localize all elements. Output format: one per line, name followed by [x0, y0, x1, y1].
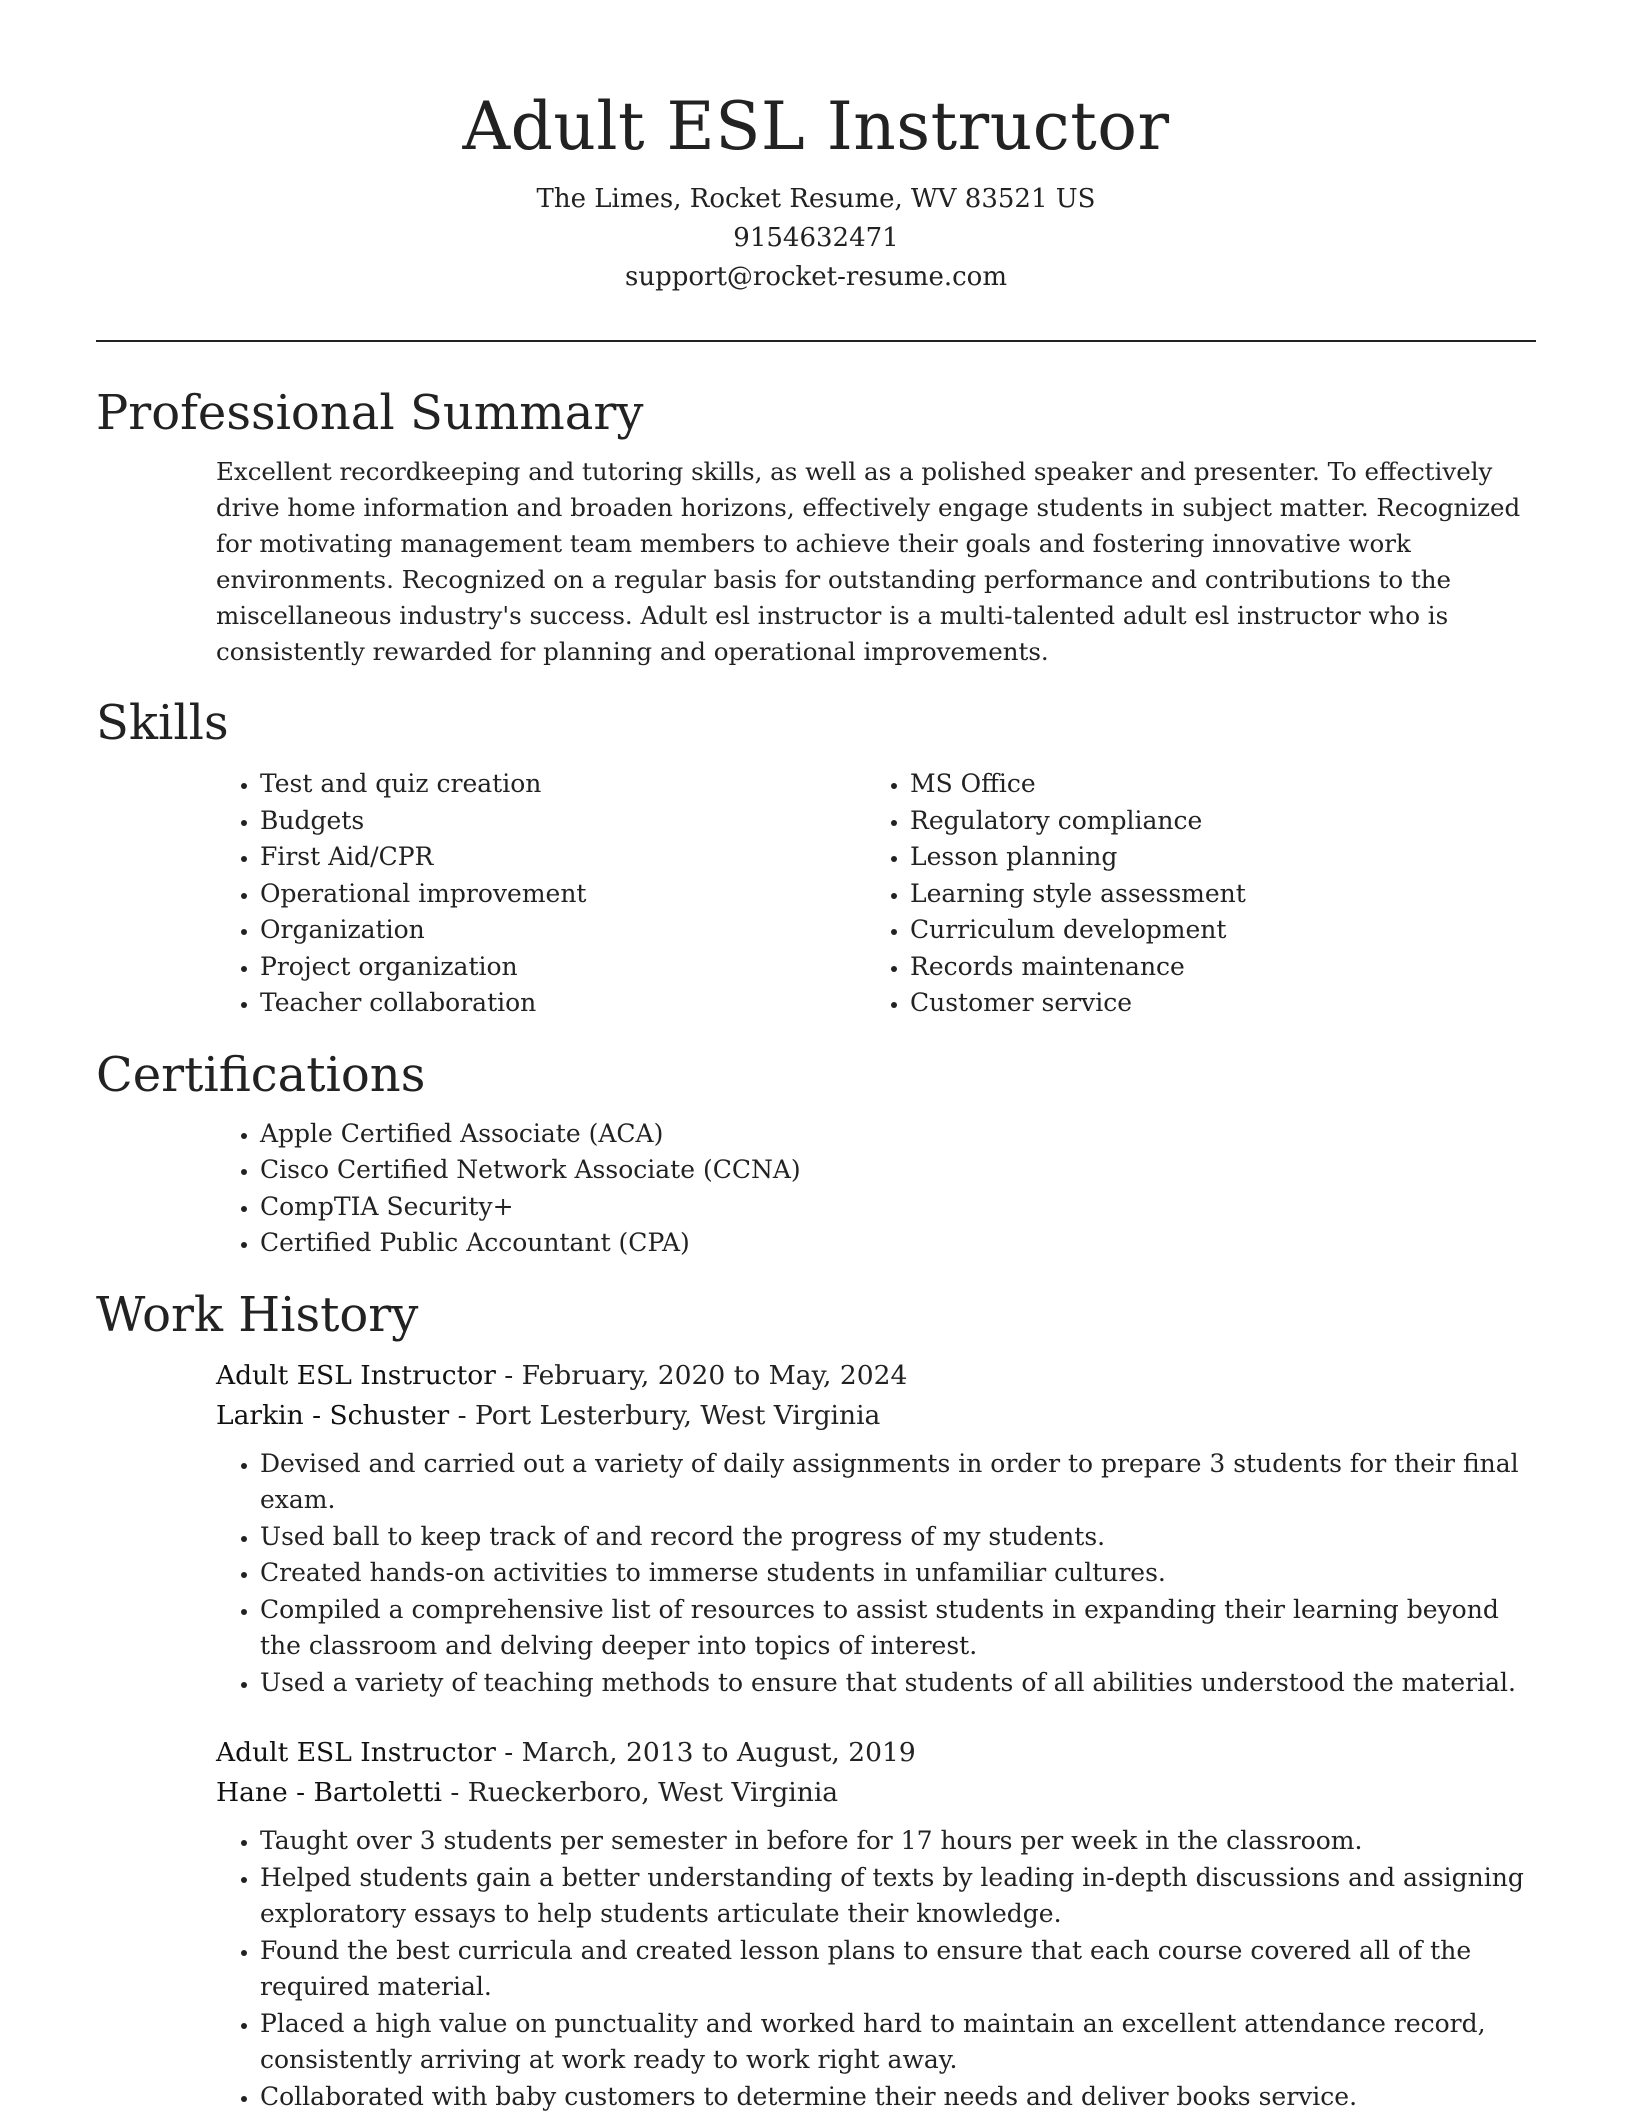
- skill-item: • Regulatory compliance: [910, 803, 1516, 840]
- skills-list: [216, 764, 1536, 1022]
- phone-text: 9154632471: [733, 223, 899, 253]
- job-bullet: • Compiled a comprehensive list of resources to assist students in expanding their learning beyond the classroom and delving deeper into topics of interest.: [260, 1592, 1536, 1665]
- skill-item: • Teacher collaboration: [260, 985, 866, 1022]
- job-bullet: • Used ball to keep track of and record the progress of my students.: [260, 1519, 1536, 1556]
- job-company: Hane - Bartoletti: [216, 1777, 442, 1808]
- work-history-heading: Work History: [96, 1286, 419, 1343]
- certifications-heading: Certifications: [96, 1046, 426, 1103]
- job-bullet: • Created hands-on activities to immerse students in unfamiliar cultures.: [260, 1555, 1536, 1592]
- job-title-line: [216, 1356, 1536, 1396]
- job-entry: [216, 1356, 1536, 1702]
- job-company: Larkin - Schuster: [216, 1399, 450, 1431]
- skills-heading: Skills: [96, 695, 229, 751]
- skills-column-right: [866, 766, 1516, 1022]
- summary-text: Excellent recordkeeping and tutoring skills, as well as a polished speaker and presenter. To effectively drive home information and broaden horizons, effectively engage students in subject matter. Recognized for motivating management team members to achieve their goals and fostering innovative work environments. Recognized on a regular basis for outstanding performance and contributions to the miscellaneous industry's success. Adult esl instructor is a multi-talented adult esl instructor who is consistently rewarded for planning and operational improvements.: [216, 457, 1521, 666]
- certification-item: • Apple Certified Associate (ACA): [260, 1116, 1536, 1153]
- job-company-line: [216, 1396, 1536, 1436]
- job-bullet: • Used a variety of teaching methods to ensure that students of all abilities understood the material.: [260, 1665, 1536, 1702]
- job-bullet: • Taught over 3 students per semester in before for 17 hours per week in the classroom.: [260, 1823, 1536, 1860]
- skill-item: • Customer service: [910, 985, 1516, 1022]
- job-location: - Rueckerboro, West Virginia: [441, 1777, 839, 1808]
- certification-item: • Certified Public Accountant (CPA): [260, 1225, 1536, 1262]
- job-responsibilities: [216, 1446, 1536, 1702]
- skill-item: • Organization: [260, 912, 866, 949]
- skill-item: • First Aid/CPR: [260, 839, 866, 876]
- job-bullet: • Found the best curricula and created lesson plans to ensure that each course covered all of the required material.: [260, 1933, 1536, 2006]
- job-bullet: • Helped students gain a better understanding of texts by leading in-depth discussions and assigning exploratory essays to help students articulate their knowledge.: [260, 1860, 1536, 1933]
- job-bullet: • Placed a high value on punctuality and worked hard to maintain an excellent attendance record, consistently arriving at work ready to work right away.: [260, 2006, 1536, 2079]
- skill-item: • Learning style assessment: [910, 876, 1516, 913]
- certification-item: • CompTIA Security+: [260, 1189, 1536, 1226]
- skill-item: • Operational improvement: [260, 876, 866, 913]
- certification-item: • Cisco Certified Network Associate (CCNA): [260, 1152, 1536, 1189]
- job-bullet: • Collaborated with baby customers to determine their needs and deliver books service.: [260, 2079, 1536, 2116]
- job-dates: - March, 2013 to August, 2019: [495, 1737, 916, 1768]
- skill-item: • Test and quiz creation: [260, 766, 866, 803]
- job-dates: - February, 2020 to May, 2024: [495, 1359, 908, 1391]
- job-location: - Port Lesterbury, West Virginia: [449, 1399, 881, 1431]
- resume-body: [96, 372, 1536, 2115]
- skill-item: • Lesson planning: [910, 839, 1516, 876]
- skill-item: • Records maintenance: [910, 949, 1516, 986]
- skill-item: • Project organization: [260, 949, 866, 986]
- job-title-line: [216, 1733, 1536, 1773]
- address-text: The Limes, Rocket Resume, WV 83521 US: [536, 184, 1096, 214]
- skill-item: • Curriculum development: [910, 912, 1516, 949]
- candidate-name: Adult ESL Instructor: [462, 88, 1170, 165]
- job-responsibilities: [216, 1823, 1536, 2115]
- job-company-line: [216, 1773, 1536, 1813]
- skill-item: • Budgets: [260, 803, 866, 840]
- job-position: Adult ESL Instructor: [216, 1359, 496, 1391]
- job-position: Adult ESL Instructor: [216, 1737, 496, 1768]
- skills-column-left: [216, 766, 866, 1022]
- certifications-list: [260, 1116, 1536, 1262]
- header-divider: [96, 340, 1536, 342]
- email-text: support@rocket-resume.com: [624, 262, 1007, 292]
- job-entry: [216, 1733, 1536, 2115]
- skill-item: • MS Office: [910, 766, 1516, 803]
- resume-header: [0, 0, 1632, 297]
- job-bullet: • Devised and carried out a variety of daily assignments in order to prepare 3 students for their final exam.: [260, 1446, 1536, 1519]
- contact-block: [0, 180, 1632, 297]
- summary-heading: Professional Summary: [96, 385, 644, 441]
